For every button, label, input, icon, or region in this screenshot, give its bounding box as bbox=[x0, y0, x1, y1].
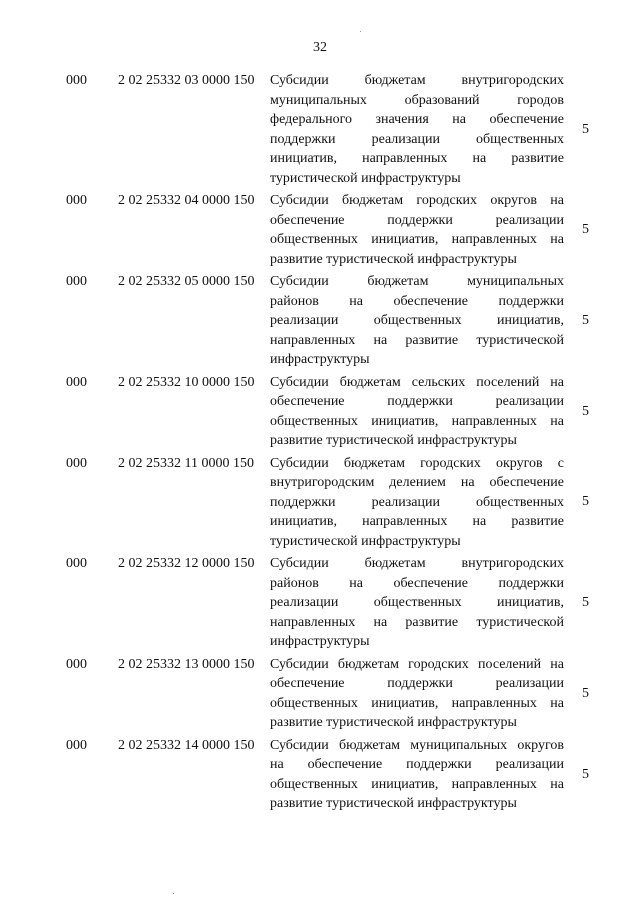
revenue-description bbox=[270, 655, 564, 733]
page-number: 32 bbox=[313, 40, 327, 55]
description-line: инфраструктуры bbox=[270, 352, 370, 367]
scan-speck bbox=[173, 893, 174, 894]
description-line: развитие туристической инфраструктуры bbox=[270, 251, 517, 267]
description-line: инфраструктуры bbox=[270, 634, 370, 649]
description-line: на обеспечение поддержки реализации bbox=[270, 757, 564, 772]
admin-code: 000 bbox=[66, 193, 87, 208]
description-line: обеспечение поддержки реализации bbox=[270, 212, 564, 228]
table-row bbox=[0, 71, 640, 188]
description-line: поддержки реализации общественных bbox=[270, 131, 564, 147]
budget-classification-code: 2 02 25332 14 0000 150 bbox=[118, 737, 255, 753]
description-line: районов на обеспечение поддержки bbox=[270, 293, 564, 309]
normative-value: 5 bbox=[582, 766, 589, 782]
description-line: муниципальных образований городов bbox=[270, 92, 564, 108]
admin-code: 000 bbox=[66, 73, 87, 88]
revenue-description bbox=[270, 736, 564, 814]
budget-classification-code: 2 02 25332 11 0000 150 bbox=[118, 455, 254, 471]
description-line: развитие туристической инфраструктуры bbox=[270, 796, 517, 811]
normative-value: 5 bbox=[582, 121, 589, 137]
revenue-description bbox=[270, 71, 564, 188]
revenue-description bbox=[270, 191, 564, 269]
table-row bbox=[0, 736, 640, 814]
scan-speck bbox=[360, 31, 361, 32]
description-line: Субсидии бюджетам городских поселений на bbox=[270, 656, 564, 672]
description-line: инициатив, направленных на развитие bbox=[270, 514, 564, 529]
description-line: Субсидии бюджетам внутригородских bbox=[270, 73, 564, 88]
description-line: инициатив, направленных на развитие bbox=[270, 151, 564, 166]
description-line: общественных инициатив, направленных на bbox=[270, 232, 564, 247]
description-line: общественных инициатив, направленных на bbox=[270, 413, 564, 429]
admin-code: 000 bbox=[66, 274, 87, 289]
budget-classification-code: 2 02 25332 05 0000 150 bbox=[118, 274, 255, 289]
description-line: Субсидии бюджетам муниципальных bbox=[270, 274, 564, 289]
admin-code: 000 bbox=[66, 656, 87, 672]
table-row bbox=[0, 373, 640, 451]
description-line: поддержки реализации общественных bbox=[270, 494, 564, 510]
description-line: реализации общественных инициатив, bbox=[270, 595, 564, 610]
description-line: внутригородским делением на обеспечение bbox=[270, 475, 564, 490]
table-row bbox=[0, 454, 640, 552]
revenue-description bbox=[270, 554, 564, 652]
description-line: туристической инфраструктуры bbox=[270, 533, 461, 549]
budget-classification-code: 2 02 25332 13 0000 150 bbox=[118, 656, 255, 672]
admin-code: 000 bbox=[66, 374, 87, 390]
revenue-description bbox=[270, 272, 564, 370]
description-line: Субсидии бюджетам городских округов с bbox=[270, 455, 564, 471]
description-line: федерального значения на обеспечение bbox=[270, 112, 564, 127]
description-line: развитие туристической инфраструктуры bbox=[270, 433, 517, 448]
revenue-code-table bbox=[0, 71, 640, 817]
normative-value: 5 bbox=[582, 494, 589, 510]
budget-classification-code: 2 02 25332 10 0000 150 bbox=[118, 374, 255, 390]
revenue-description bbox=[270, 454, 564, 552]
description-line: Субсидии бюджетам сельских поселений на bbox=[270, 374, 564, 390]
description-line: районов на обеспечение поддержки bbox=[270, 575, 564, 591]
description-line: развитие туристической инфраструктуры bbox=[270, 715, 517, 730]
revenue-description bbox=[270, 373, 564, 451]
budget-classification-code: 2 02 25332 04 0000 150 bbox=[118, 193, 255, 208]
description-line: общественных инициатив, направленных на bbox=[270, 776, 564, 792]
normative-value: 5 bbox=[582, 403, 589, 419]
description-line: направленных на развитие туристической bbox=[270, 332, 564, 348]
budget-classification-code: 2 02 25332 12 0000 150 bbox=[118, 556, 255, 571]
table-row bbox=[0, 191, 640, 269]
normative-value: 5 bbox=[582, 594, 589, 610]
table-row bbox=[0, 655, 640, 733]
normative-value: 5 bbox=[582, 312, 589, 328]
budget-classification-code: 2 02 25332 03 0000 150 bbox=[118, 73, 255, 88]
description-line: Субсидии бюджетам внутригородских bbox=[270, 556, 564, 571]
description-line: Субсидии бюджетам городских округов на bbox=[270, 193, 564, 208]
description-line: реализации общественных инициатив, bbox=[270, 313, 564, 328]
table-row bbox=[0, 554, 640, 652]
description-line: направленных на развитие туристической bbox=[270, 614, 564, 630]
normative-value: 5 bbox=[582, 685, 589, 701]
description-line: обеспечение поддержки реализации bbox=[270, 394, 564, 409]
admin-code: 000 bbox=[66, 737, 87, 753]
admin-code: 000 bbox=[66, 455, 87, 471]
table-row bbox=[0, 272, 640, 370]
description-line: общественных инициатив, направленных на bbox=[270, 695, 564, 711]
normative-value: 5 bbox=[582, 222, 589, 237]
description-line: туристической инфраструктуры bbox=[270, 170, 461, 186]
admin-code: 000 bbox=[66, 556, 87, 571]
description-line: обеспечение поддержки реализации bbox=[270, 676, 564, 691]
description-line: Субсидии бюджетам муниципальных округов bbox=[270, 737, 564, 753]
